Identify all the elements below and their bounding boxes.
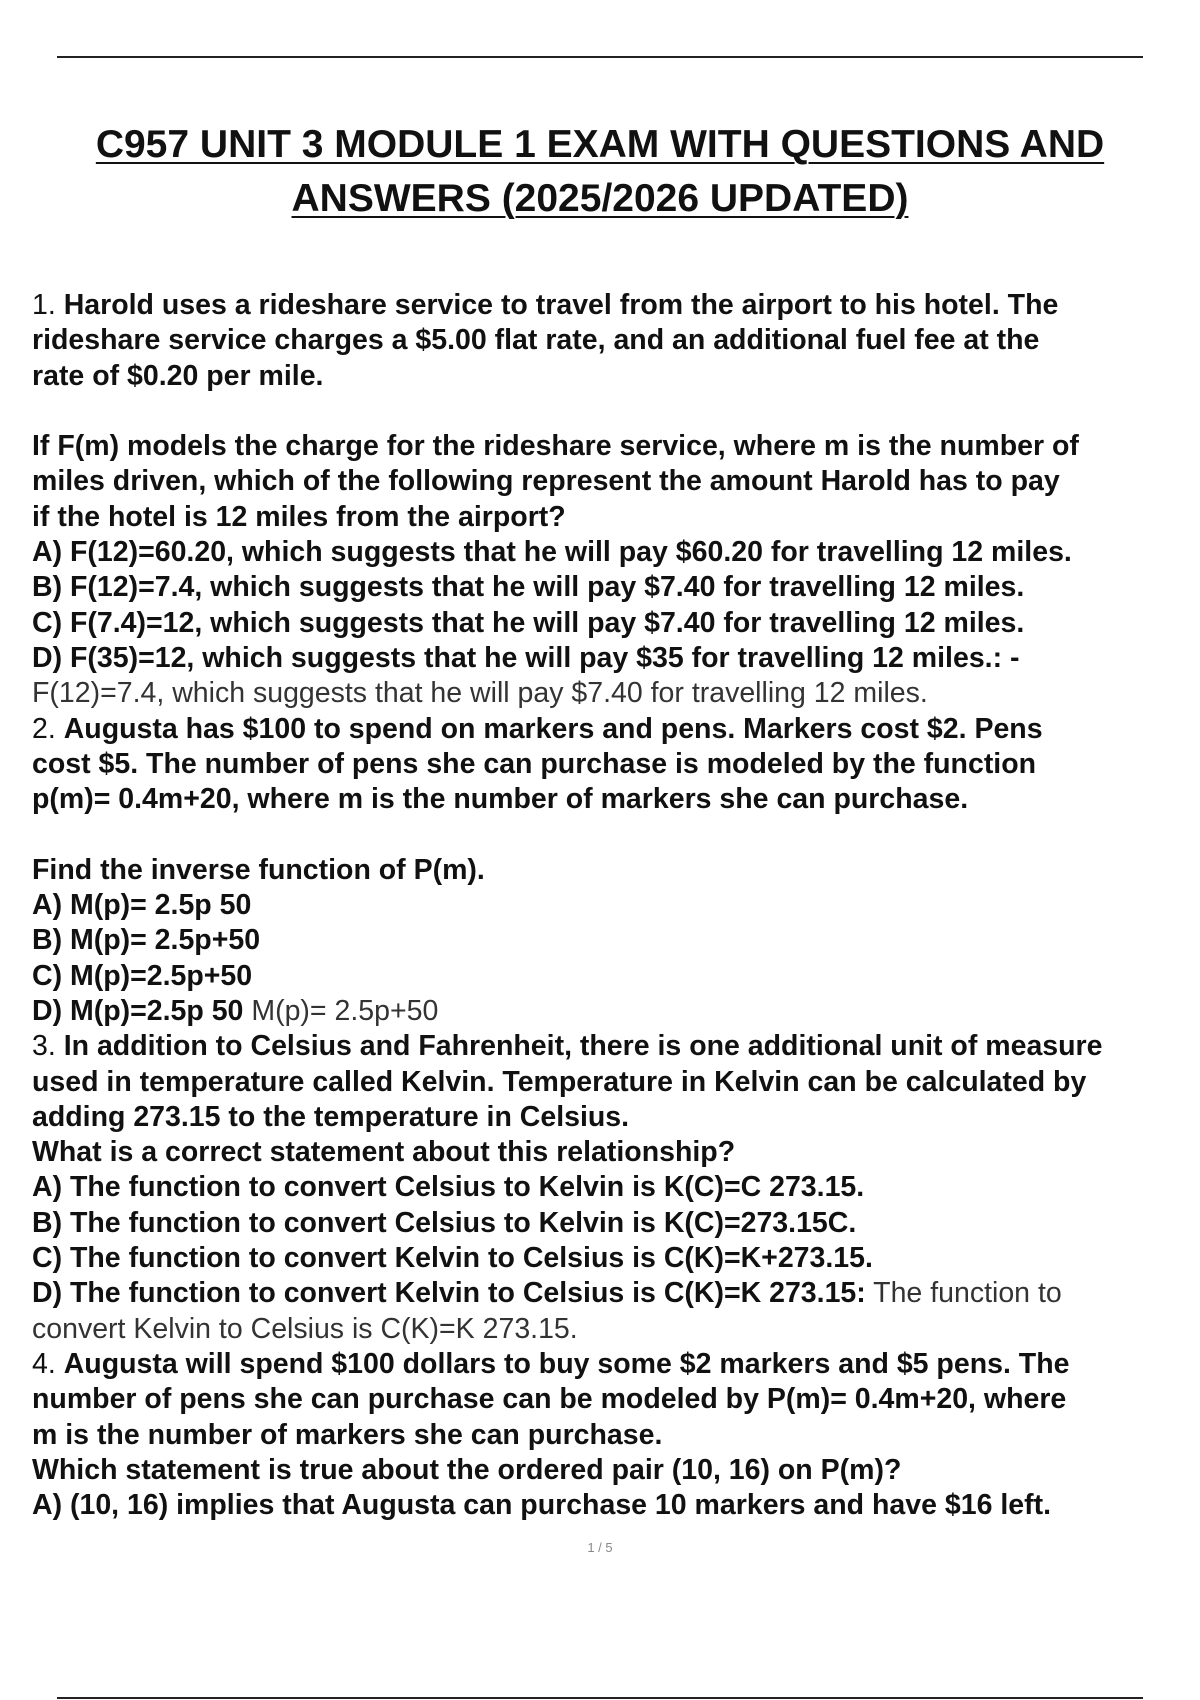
question-3-answer-part-2: convert Kelvin to Celsius is C(K)=K 273.15.	[32, 1312, 578, 1345]
question-1-option-c: C) F(7.4)=12, which suggests that he will pay $7.40 for travelling 12 miles.	[32, 606, 1025, 639]
question-1-line-4: If F(m) models the charge for the rideshare service, where m is the number of	[32, 430, 1079, 463]
question-2-number: 2.	[32, 712, 56, 745]
title-line-2: ANSWERS (2025/2026 UPDATED)	[291, 177, 909, 220]
question-2-option-d: D) M(p)=2.5p 50	[32, 994, 244, 1027]
question-3-answer-part-1: The function to	[873, 1277, 1062, 1310]
question-3-option-b: B) The function to convert Celsius to Kelvin is K(C)=273.15C.	[32, 1206, 857, 1239]
question-4-line-1: 4. Augusta will spend $100 dollars to buy some $2 markers and $5 pens. The	[32, 1347, 1070, 1380]
bottom-rule	[57, 1697, 1143, 1699]
question-4-number: 4.	[32, 1347, 56, 1380]
question-3-line-2: used in temperature called Kelvin. Temperature in Kelvin can be calculated by	[32, 1065, 1087, 1098]
question-4-line-2: number of pens she can purchase can be modeled by P(m)= 0.4m+20, where	[32, 1383, 1067, 1416]
question-3-option-a: A) The function to convert Celsius to Kelvin is K(C)=C 273.15.	[32, 1171, 865, 1204]
question-1-option-d: D) F(35)=12, which suggests that he will pay $35 for travelling 12 miles.: -	[32, 641, 1020, 674]
spacer	[32, 394, 1200, 429]
question-4-option-a: A) (10, 16) implies that Augusta can purchase 10 markers and have $16 left.	[32, 1489, 1052, 1522]
question-2-line-2: cost $5. The number of pens she can purchase is modeled by the function	[32, 747, 1037, 780]
question-2-answer: M(p)= 2.5p+50	[251, 994, 439, 1027]
question-2-option-d-line	[32, 994, 1200, 1029]
question-1-line-6: if the hotel is 12 miles from the airport?	[32, 500, 566, 533]
questions-body	[32, 288, 1200, 1523]
question-1-line-2: rideshare service charges a $5.00 flat rate, and an additional fuel fee at the	[32, 324, 1040, 357]
question-2-option-a: A) M(p)= 2.5p 50	[32, 889, 252, 922]
question-2-line-3: p(m)= 0.4m+20, where m is the number of markers she can purchase.	[32, 783, 969, 816]
question-1-answer: F(12)=7.4, which suggests that he will pay $7.40 for travelling 12 miles.	[32, 677, 928, 710]
page-number: 1 / 5	[587, 1540, 613, 1555]
question-1-option-a: A) F(12)=60.20, which suggests that he will pay $60.20 for travelling 12 miles.	[32, 536, 1072, 569]
question-1-line-5: miles driven, which of the following represent the amount Harold has to pay	[32, 465, 1060, 498]
question-2-line-1: 2. Augusta has $100 to spend on markers and pens. Markers cost $2. Pens	[32, 712, 1043, 745]
top-rule	[57, 56, 1143, 58]
question-2-option-b: B) M(p)= 2.5p+50	[32, 924, 261, 957]
question-1-line-3: rate of $0.20 per mile.	[32, 359, 324, 392]
question-4-line-3: m is the number of markers she can purchase.	[32, 1418, 663, 1451]
question-3-option-c: C) The function to convert Kelvin to Celsius is C(K)=K+273.15.	[32, 1242, 873, 1275]
question-2-option-c: C) M(p)=2.5p+50	[32, 959, 253, 992]
question-1-option-b: B) F(12)=7.4, which suggests that he will pay $7.40 for travelling 12 miles.	[32, 571, 1025, 604]
question-3-option-d: D) The function to convert Kelvin to Celsius is C(K)=K 273.15:	[32, 1277, 866, 1310]
title-line-1: C957 UNIT 3 MODULE 1 EXAM WITH QUESTIONS AND	[95, 123, 1105, 166]
question-2-line-4: Find the inverse function of P(m).	[32, 853, 485, 886]
question-3-line-4: What is a correct statement about this relationship?	[32, 1136, 736, 1169]
question-3-line-1: 3. In addition to Celsius and Fahrenheit, there is one additional unit of measure	[32, 1030, 1103, 1063]
question-3-option-d-line	[32, 1276, 1200, 1311]
spacer	[32, 817, 1200, 852]
question-1-line-1: 1. Harold uses a rideshare service to travel from the airport to his hotel. The	[32, 289, 1059, 321]
question-4-line-4: Which statement is true about the ordered pair (10, 16) on P(m)?	[32, 1453, 902, 1486]
question-1-number: 1.	[32, 289, 56, 321]
document-title	[60, 118, 1140, 226]
question-3-number: 3.	[32, 1030, 56, 1063]
question-3-line-3: adding 273.15 to the temperature in Celsius.	[32, 1100, 630, 1133]
